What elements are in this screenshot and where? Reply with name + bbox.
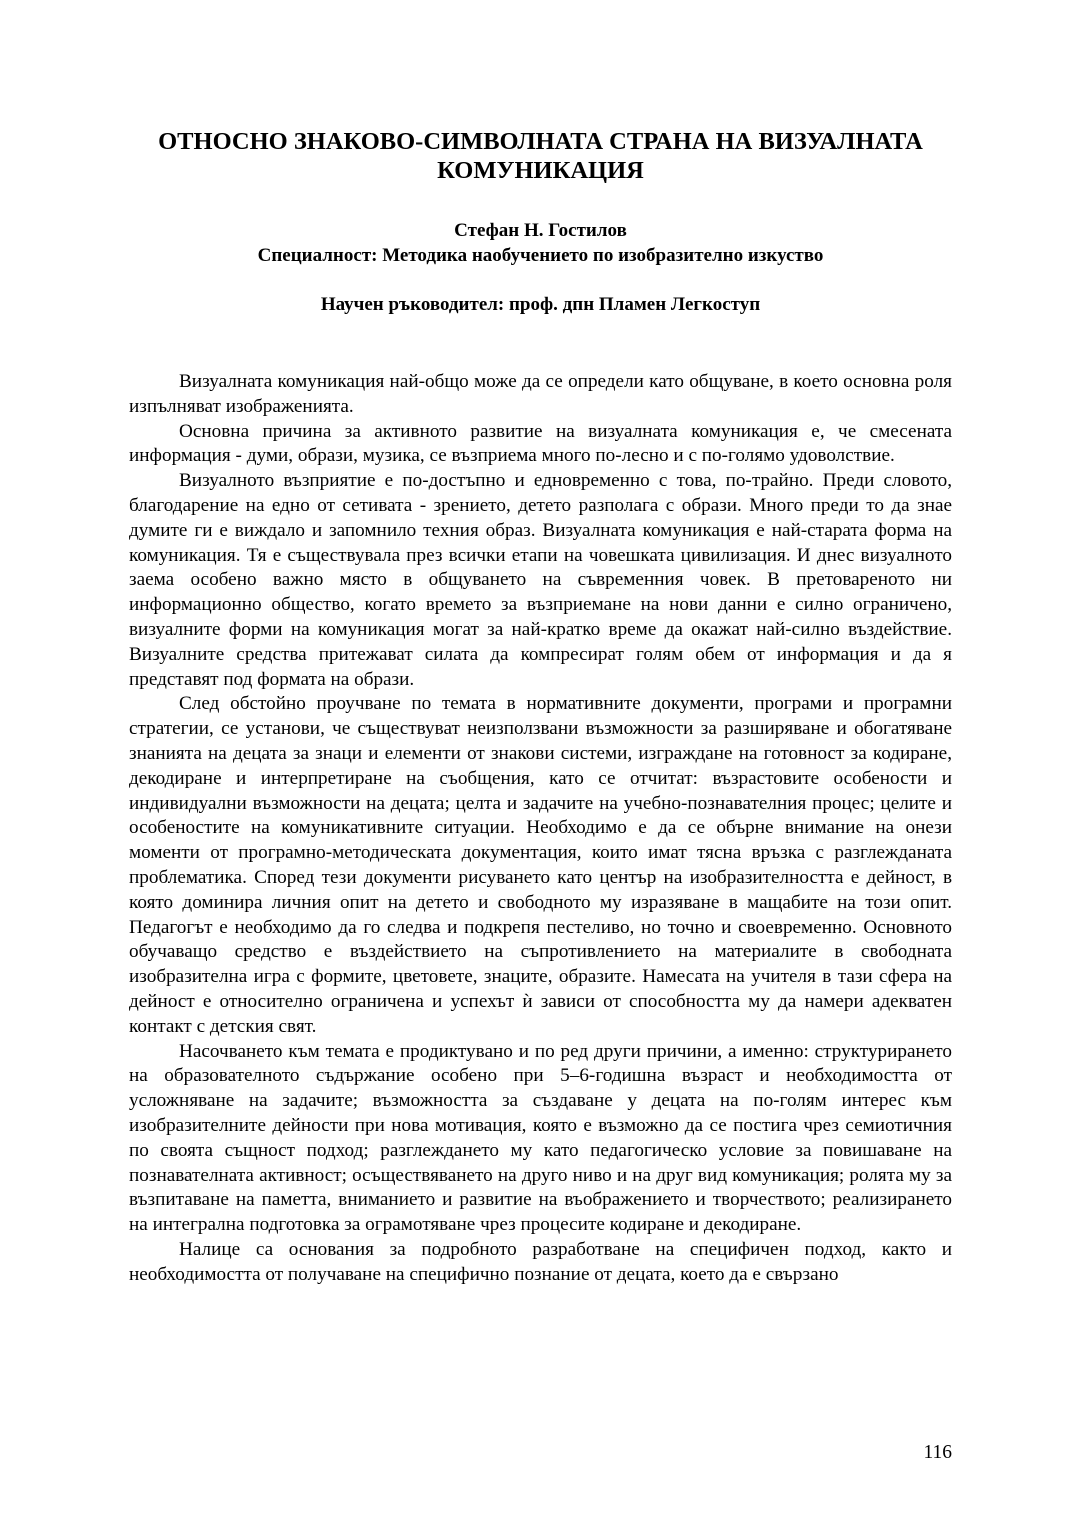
page-number: 116 [923,1442,952,1463]
paragraph: След обстойно проучване по темата в нормативните документи, програми и програмни стратегии, се установи, че съществуват неизползвани възможности за разширяване и обогатяване знанията на децата за знаци и елементи от знакови системи, изграждане на готовност за кодиране, декодиране и интерпретиране на съобщения, като се отчитат: възрастовите особености и индивидуални възможности на децата; целта и задачите на учебно-познавателния процес; целите и особеностите на комуникативните ситуации. Необходимо е да се обърне внимание на онези моменти от програмно-методическата документация, които имат тясна връзка с разглежданата проблематика. Според тези документи рисуването като център на изобразителността е дейност, в която доминира личния опит на детето и свободното му изразяване в мащабите на този опит. Педагогът е необходимо да го следва и подкрепя пестеливо, но точно и своевременно. Основното обучаващо средство е въздействието на съпротивлението на материалите в свободната изобразителна игра с формите, цветовете, знаците, образите. Намесата на учителя в тази сфера на дейност е относително ограничена и успехът ѝ зависи от способността му да намери адекватен контакт с детския свят. [129,693,952,1037]
supervisor-line: Научен ръководител: проф. дпн Пламен Легкоступ [320,294,761,315]
paragraph: Основна причина за активното развитие на визуалната комуникация е, че смесената информация - думи, образи, музика, се възприема много по-лесно и с по-голямо удоволствие. [129,420,952,467]
paragraph: Визуалната комуникация най-общо може да се определи като общуване, в което основна роля изпълняват изображенията. [129,371,952,417]
body-text [129,370,952,1287]
paragraph: Визуалното възприятие е по-достъпно и едновременно с това, по-трайно. Преди словото, благодарение на едно от сетивата - зрението, детето разполага с образи. Много преди то да знае думите ги е виждало и запомнило техния образ. Визуалната комуникация е най-старата форма на комуникация. Тя е съществувала през всички етапи на човешката цивилизация. И днес визуалното заема особено важно място в общуването на съвременния човек. В претовареното ни информационно общество, когато времето за възприемане на нови данни е силно ограничено, визуалните форми на комуникация могат за най-кратко време да окажат най-силно въздействие. Визуалните средства притежават силата да компресират голям обем от информация и да я представят под формата на образи. [129,470,952,690]
author-block [129,218,952,268]
author-name: Стефан Н. Гостилов [454,220,627,241]
paragraph: Насочването към темата е продиктувано и по ред други причини, а именно: структурирането на образователното съдържание особено при 5–6-годишна възраст и необходимостта от усложняване на задачите; възможността за създаване у децата на по-голям интерес към изобразителните дейности при нова мотивация, която е възможно да се постига чрез семиотичния по своята същност подход; разглеждането му като педагогическо условие за повишаване на познавателната активност; осъществяването на друго ниво и на друг вид комуникация; ролята му за възпитаване на паметта, вниманието и развитие на въображението и творчеството; реализирането на интегрална подготовка за ограмотяване чрез процесите кодиране и декодиране. [129,1040,952,1236]
specialty-line: Специалност: Методика наобучението по изобразително изкуство [257,245,824,266]
paragraph: Налице са основания за подробното разработване на специфичен подход, както и необходимостта от получаване на специфично познание от децата, което да е свързано [129,1238,952,1285]
document-title: ОТНОСНО ЗНАКОВО-СИМВОЛНАТА СТРАНА НА ВИЗУАЛНАТА КОМУНИКАЦИЯ [158,128,923,184]
document-page [129,0,952,1528]
